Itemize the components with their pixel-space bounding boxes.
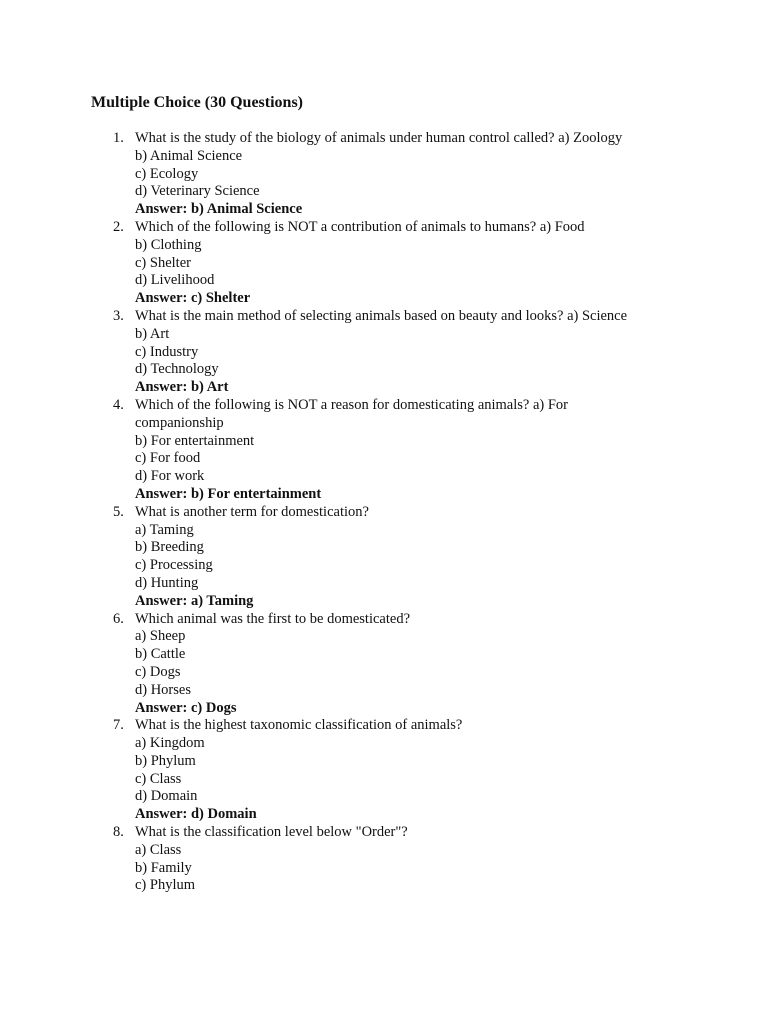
question-item	[0, 219, 768, 308]
answer-option: b) Art	[135, 325, 170, 342]
question-item	[0, 717, 768, 824]
question-number: 3.	[113, 307, 124, 324]
question-text: What is the study of the biology of animals under human control called? a) Zoology	[135, 130, 623, 146]
question-item	[0, 130, 768, 219]
question-item	[0, 397, 768, 504]
question-text: What is the main method of selecting animals based on beauty and looks? a) Science	[135, 307, 628, 324]
question-text: What is another term for domestication?	[135, 503, 369, 520]
question-list	[0, 130, 768, 895]
answer-option: a) Taming	[135, 521, 194, 538]
answer-option: b) Family	[135, 859, 192, 876]
answer-option: a) Class	[135, 841, 182, 858]
question-number: 8.	[113, 824, 124, 841]
answer-key: Answer: b) Art	[135, 379, 229, 396]
question-text: What is the highest taxonomic classification of animals?	[135, 717, 463, 734]
answer-option: d) For work	[135, 468, 205, 485]
answer-option: d) Technology	[135, 361, 219, 378]
question-item	[0, 504, 768, 611]
answer-option: c) Processing	[135, 557, 213, 574]
answer-key: Answer: c) Shelter	[135, 290, 251, 307]
answer-option: d) Hunting	[135, 574, 199, 591]
answer-option: b) Phylum	[135, 752, 196, 769]
question-text: Which of the following is NOT a contribution of animals to humans? a) Food	[135, 218, 585, 235]
question-text: Which of the following is NOT a reason for domesticating animals? a) For companionship	[135, 396, 569, 431]
answer-key: Answer: a) Taming	[135, 592, 254, 609]
answer-option: b) Clothing	[135, 236, 202, 253]
answer-option: c) For food	[135, 450, 201, 467]
answer-option: c) Phylum	[135, 877, 196, 894]
question-number: 1.	[113, 130, 124, 146]
answer-option: d) Horses	[135, 681, 191, 698]
answer-option: d) Livelihood	[135, 272, 215, 289]
question-number: 2.	[113, 218, 124, 235]
answer-option: c) Dogs	[135, 663, 181, 680]
answer-option: a) Sheep	[135, 628, 186, 645]
answer-option: c) Shelter	[135, 254, 191, 271]
question-number: 6.	[113, 610, 124, 627]
question-item	[0, 308, 768, 397]
question-text: Which animal was the first to be domesticated?	[135, 610, 411, 627]
answer-option: c) Industry	[135, 343, 199, 360]
answer-option: d) Domain	[135, 788, 198, 805]
answer-key: Answer: b) For entertainment	[135, 485, 322, 502]
answer-key: Answer: d) Domain	[135, 806, 257, 823]
answer-option: d) Veterinary Science	[135, 183, 260, 200]
answer-key: Answer: c) Dogs	[135, 699, 237, 716]
answer-option: a) Kingdom	[135, 735, 205, 752]
question-item	[0, 824, 768, 895]
answer-option: b) For entertainment	[135, 432, 255, 449]
answer-option: b) Breeding	[135, 539, 204, 556]
answer-option: b) Animal Science	[135, 147, 243, 164]
question-number: 4.	[113, 396, 124, 413]
answer-option: b) Cattle	[135, 646, 186, 663]
question-number: 5.	[113, 503, 124, 520]
question-item	[0, 611, 768, 718]
answer-key: Answer: b) Animal Science	[135, 201, 303, 218]
answer-option: c) Ecology	[135, 165, 199, 182]
answer-option: c) Class	[135, 770, 182, 787]
question-number: 7.	[113, 717, 124, 734]
question-text: What is the classification level below "Order"?	[135, 824, 408, 841]
page-title: Multiple Choice (30 Questions)	[91, 94, 303, 111]
